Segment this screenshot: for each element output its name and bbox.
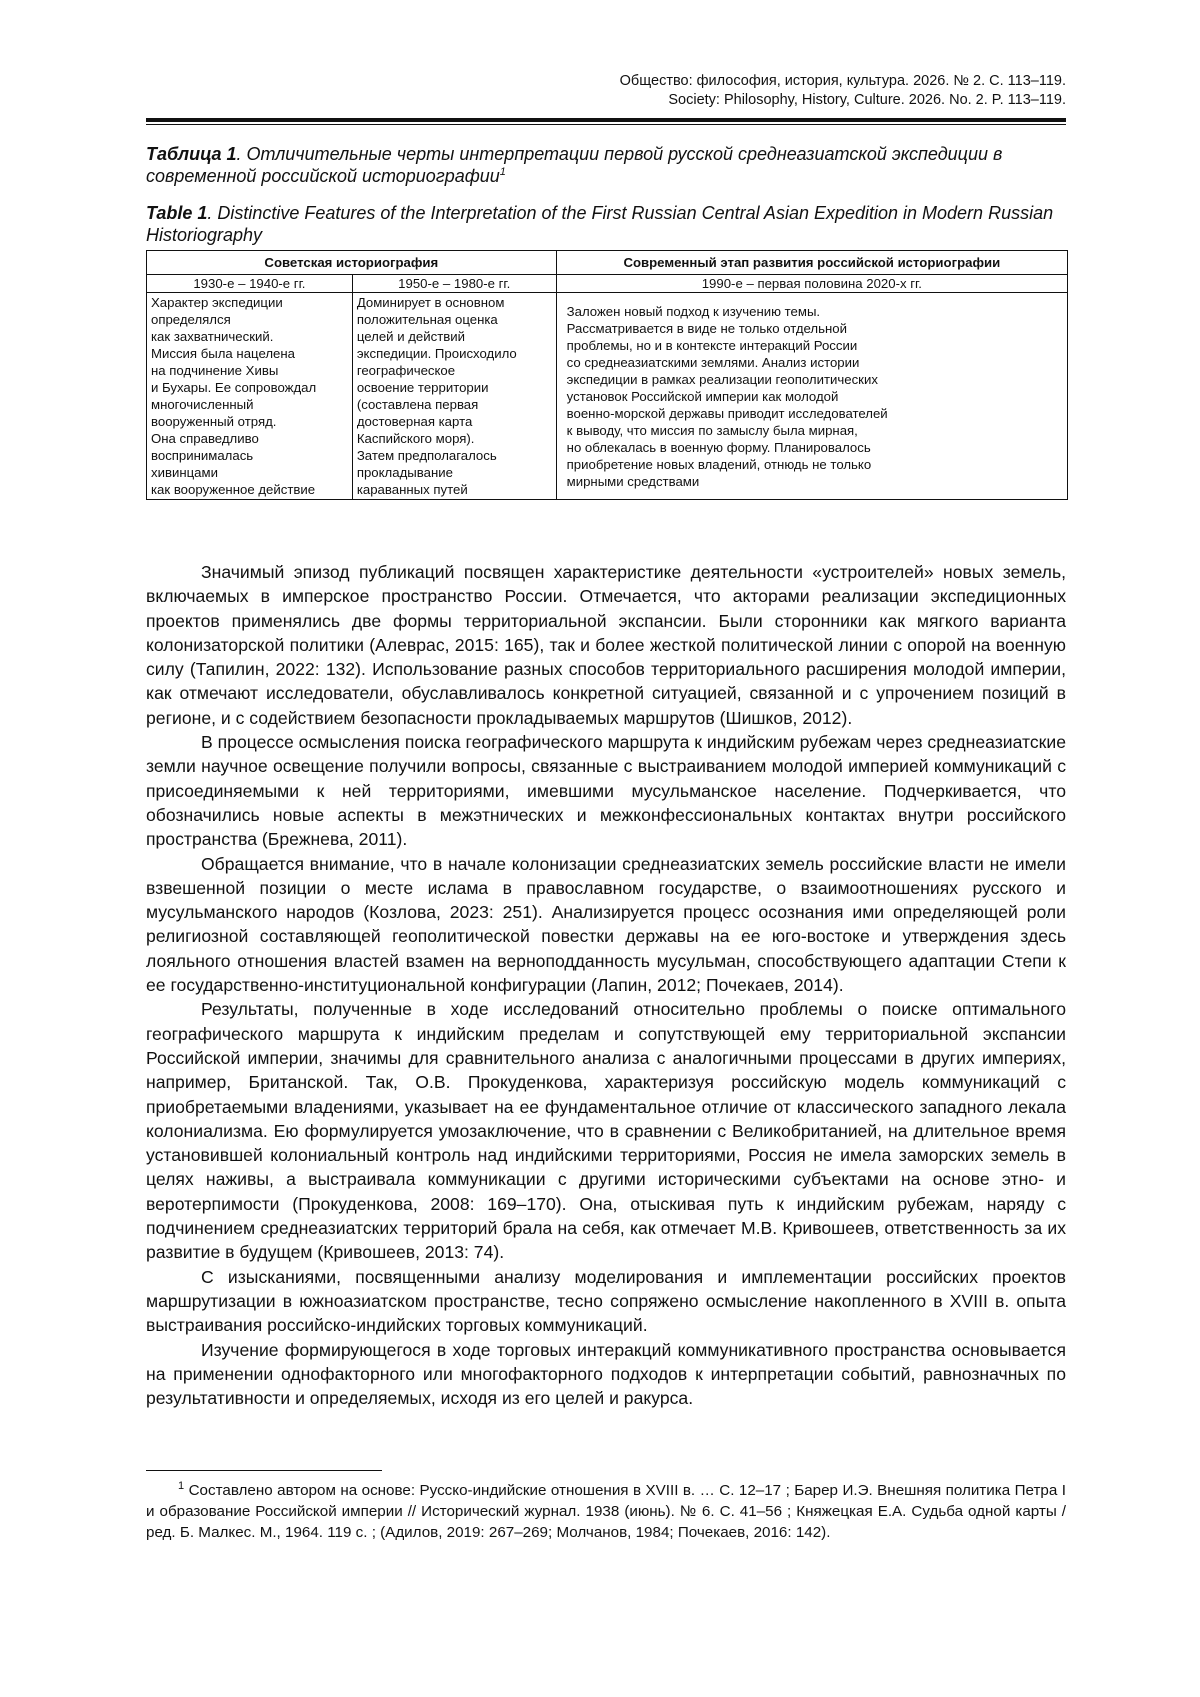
period-3: 1990-е – первая половина 2020-х гг. [556, 275, 1067, 293]
cell-1950s [352, 293, 556, 500]
cell-line: со среднеазиатскими землями. Анализ истории [566, 354, 860, 370]
paragraph: Значимый эпизод публикаций посвящен характеристике деятельности «устроителей» новых земель, включаемых в имперское пространство России. Отмечается, что акторами реализации экспедиционных проектов применялись две формы территориальной экспансии. Были сторонники как мягкого варианта колонизаторской политики (Алеврас, 2015: 165), так и более жесткой политической линии с опорой на военную силу (Тапилин, 2022: 132). Использование разных способов территориального расширения молодой империи, как отмечают исследователи, обуславливалось конкретной ситуацией, связанной и с упрочением позиций в регионе, и с содействием безопасности прокладываемых маршрутов (Шишков, 2012). [146, 562, 1066, 728]
table-caption-en [146, 202, 1066, 246]
cell-line: как захватнический. [151, 329, 274, 344]
cell-line: и Бухары. Ее сопровождал [151, 380, 317, 395]
cell-line: Рассматривается в виде не только отдельной [566, 320, 847, 336]
journal-header [620, 72, 1066, 110]
footnote-separator [146, 1470, 382, 1471]
cell-line: экспедиции в рамках реализации геополитических [566, 371, 878, 387]
cell-line: экспедиции. Происходило [356, 346, 517, 361]
period-1: 1930-е – 1940-е гг. [147, 275, 353, 293]
cell-line: вооруженный отряд. [151, 414, 277, 429]
comparison-table [146, 250, 1068, 500]
footnote-text: Составлено автором на основе: Русско-индийские отношения в XVIII в. … С. 12–17 ; Барер И.Э. Внешняя политика Петра I и образование Российской империи // Исторический журнал. 1938 (июнь). № 6. С. 41–56 ; Княжецкая Е.А. Судьба одной карты / ред. Б. Малкес. М., 1964. 119 с. ; (Адилов, 2019: 267–269; Молчанов, 1984; Почекаев, 2016: 142). [146, 1482, 1066, 1541]
caption-label-ru: Таблица 1 [146, 144, 237, 164]
cell-line: хивинцами [151, 465, 218, 480]
cell-line: достоверная карта [356, 414, 473, 429]
cell-line: Доминирует в основном [356, 295, 505, 310]
body-text [146, 560, 1066, 1410]
header-rule-thick [146, 118, 1066, 122]
paragraph: Результаты, полученные в ходе исследований относительно проблемы о поиске оптимального географического маршрута к индийским пределам и сопутствующей ему территориальной экспансии Российской империи, значимы для сравнительного анализа с аналогичными процессами в других империях, например, Британской. Так, О.В. Прокуденкова, характеризуя российскую модель коммуникаций с приобретаемыми владениями, указывает на ее фундаментальное отличие от классического западного лекала колониализма. Ею формулируется умозаключение, что в сравнении с Великобританией, на длительное время установившей колониальный контроль над индийскими территориями, Россия не имела заморских земель в целях наживы, а выстраивала коммуникации с другими историческими субъектами на основе этно- и веротерпимости (Прокуденкова, 2008: 169–170). Она, отыскивая путь к индийским рубежам, наряду с подчинением среднеазиатских территорий брала на себя, как отмечает М.В. Кривошеев, ответственность за их развитие в будущем (Кривошеев, 2013: 74). [146, 999, 1066, 1263]
footnote [146, 1480, 1066, 1543]
cell-line: установок Российской империи как молодой [566, 388, 839, 404]
caption-footnote-mark: 1 [499, 166, 506, 178]
table-body-row [147, 293, 1068, 500]
header-line-ru: Общество: философия, история, культура. 2026. № 2. С. 113–119. [619, 73, 1066, 89]
paragraph: С изысканиями, посвященными анализу моделирования и имплементации российских проектов маршрутизации в южноазиатском пространстве, тесно сопряжено осмысление накопленного в XVIII в. опыта выстраивания российско-индийских торговых коммуникаций. [146, 1266, 1066, 1336]
cell-1990s [556, 293, 1067, 500]
cell-line: на подчинение Хивы [151, 363, 279, 378]
cell-line: караванных путей [356, 482, 468, 497]
cell-line: (составлена первая [356, 397, 479, 412]
caption-label-en: Table 1 [146, 203, 208, 223]
paragraph: Изучение формирующегося в ходе торговых интеракций коммуникативного пространства основывается на применении однофакторного или многофакторного подходов к интерпретации событий, равнозначных по результативности и определяемых, исходя из его целей и ракурса. [146, 1339, 1066, 1409]
header-line-en: Society: Philosophy, History, Culture. 2026. No. 2. P. 113–119. [668, 92, 1066, 108]
footnote-mark: 1 [178, 1479, 185, 1492]
caption-text-en: . Distinctive Features of the Interpretation of the First Russian Central Asian Expedition in Modern Russian Historiography [146, 203, 1054, 245]
cell-line: многочисленный [151, 397, 254, 412]
period-2: 1950-е – 1980-е гг. [352, 275, 556, 293]
caption-text-ru: . Отличительные черты интерпретации первой русской среднеазиатской экспедиции в современной российской историографии [146, 144, 1003, 186]
cell-line: определялся [151, 312, 231, 327]
cell-line: Каспийского моря). [356, 431, 475, 446]
cell-line: но облекалась в военную форму. Планировалось [566, 439, 871, 455]
cell-line: воспринималась [151, 448, 254, 463]
cell-line: географическое [356, 363, 456, 378]
table-period-row [147, 275, 1068, 293]
paragraph: Обращается внимание, что в начале колонизации среднеазиатских земель российские власти не имели взвешенной позиции о месте ислама в православном государстве, о взаимоотношениях русского и мусульманского народов (Козлова, 2023: 251). Анализируется процесс осознания ими определяющей роли религиозной составляющей геополитической повестки державы на ее юго-востоке и утверждения здесь лояльного отношения властей взамен на верноподданность мусульман, способствующего адаптации Степи к ее государственно-институциональной конфигурации (Лапин, 2012; Почекаев, 2014). [146, 853, 1066, 996]
cell-line: положительная оценка [356, 312, 498, 327]
cell-1930s [147, 293, 353, 500]
cell-line: мирными средствами [566, 473, 700, 489]
cell-line: целей и действий [356, 329, 465, 344]
cell-line: военно-морской державы приводит исследователей [566, 405, 888, 421]
cell-line: Затем предполагалось [356, 448, 497, 463]
paragraph: В процессе осмысления поиска географического маршрута к индийским рубежам через среднеазиатские земли научное освещение получили вопросы, связанные с выстраиванием молодой империей коммуникаций с присоединяемыми к ней территориями, имевшими мусульманское население. Подчеркивается, что обозначились новые аспекты в межэтнических и межконфессиональных контактах внутри российского пространства (Брежнева, 2011). [146, 732, 1066, 850]
cell-line: Заложен новый подход к изучению темы. [566, 303, 821, 319]
cell-line: прокладывание [356, 465, 453, 480]
cell-line: освоение территории [356, 380, 489, 395]
header-modern: Современный этап развития российской историографии [556, 251, 1067, 275]
cell-line: Характер экспедиции [151, 295, 283, 310]
cell-line: проблемы, но и в контексте интеракций России [566, 337, 858, 353]
table-caption-ru [146, 143, 1066, 187]
table-header-row [147, 251, 1068, 275]
cell-line: Миссия была нацелена [151, 346, 295, 361]
header-soviet: Советская историография [147, 251, 557, 275]
cell-line: как вооруженное действие [151, 482, 316, 497]
cell-line: Она справедливо [151, 431, 259, 446]
cell-line: приобретение новых владений, отнюдь не только [566, 456, 872, 472]
cell-line: к выводу, что миссия по замыслу была мирная, [566, 422, 858, 438]
header-rule-thin [146, 124, 1066, 125]
